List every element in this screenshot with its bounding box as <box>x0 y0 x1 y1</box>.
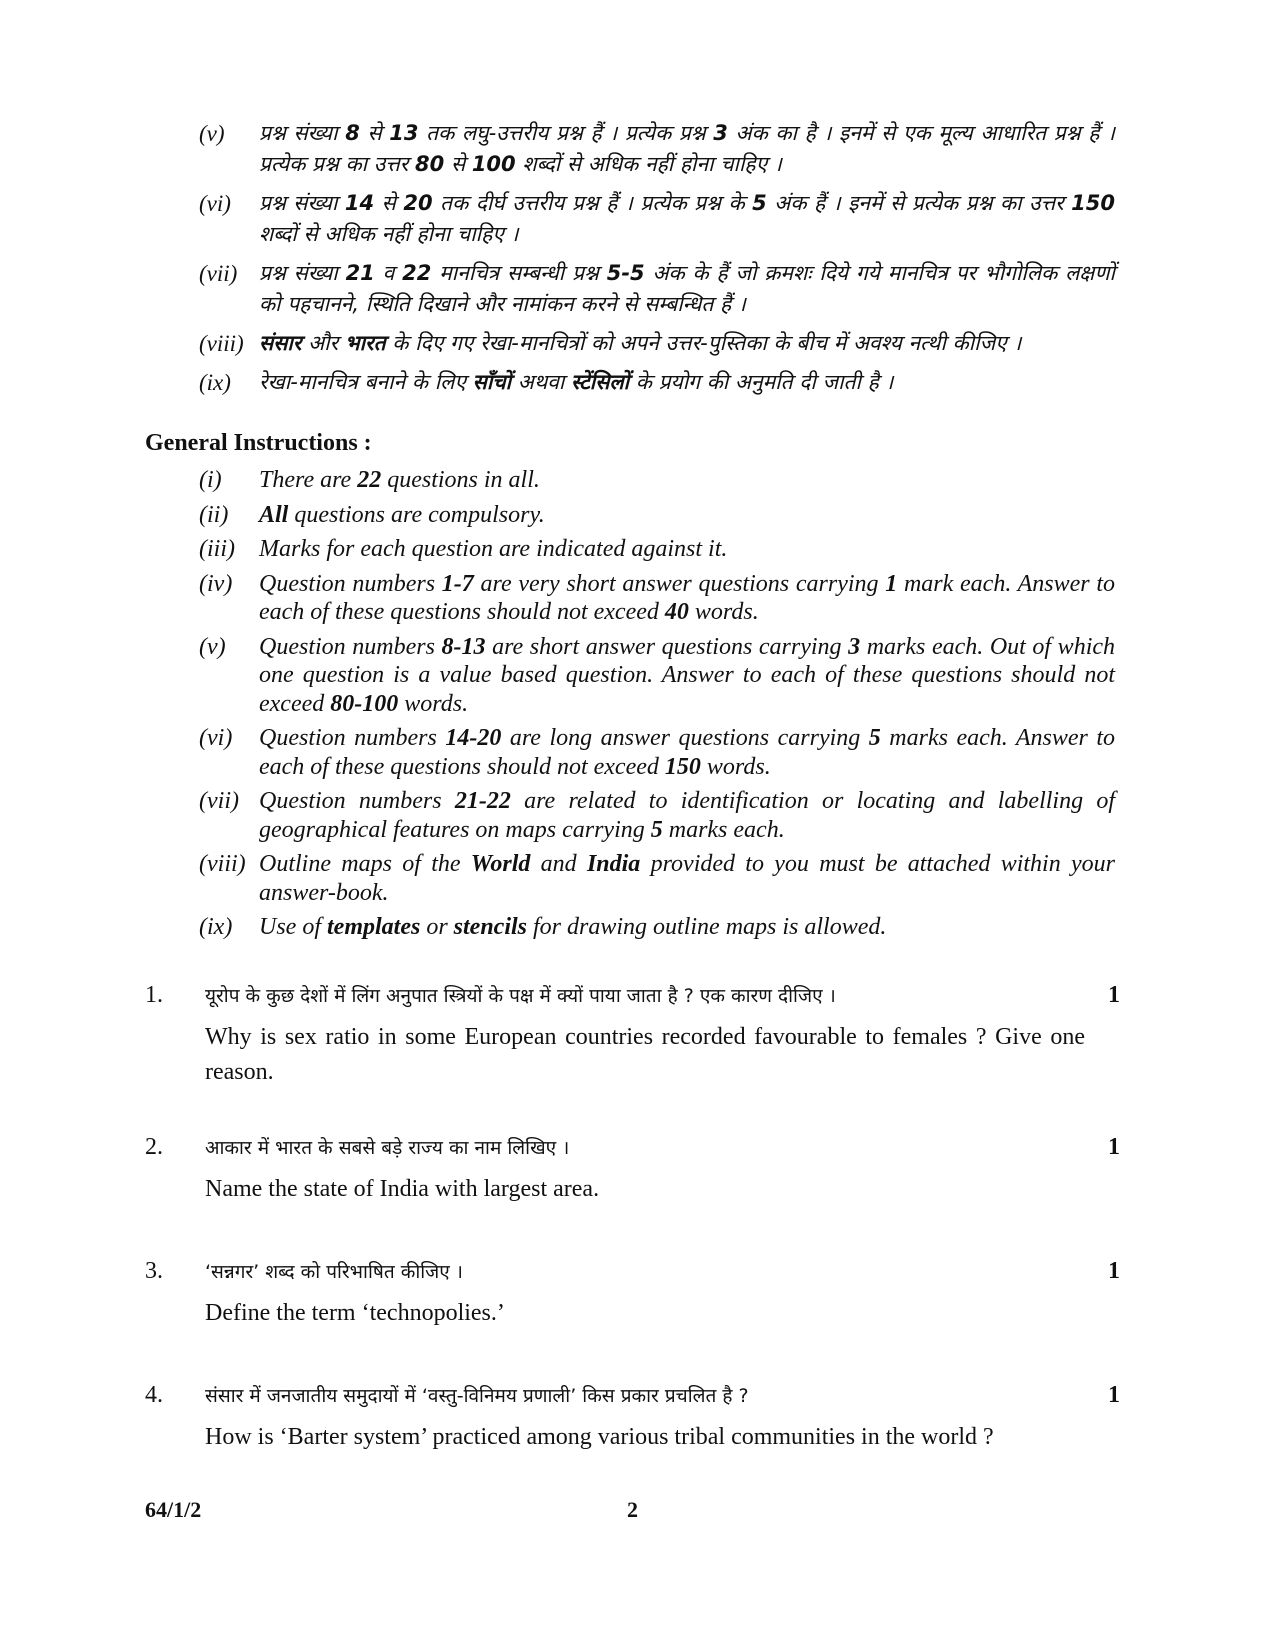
instruction-number: (viii) <box>199 851 246 877</box>
instruction-text: Outline maps of the World and India provided to you must be attached within your answer-book. <box>259 851 1115 906</box>
instruction-text: There are 22 questions in all. <box>259 467 540 493</box>
instruction-number: (v) <box>199 633 226 660</box>
instruction-text: रेखा-मानचित्र बनाने के लिए साँचों अथवा स्टेंसिलों के प्रयोग की अनुमति दी जाती है । <box>259 370 894 394</box>
general-instruction <box>199 633 1115 719</box>
question-number: 3. <box>145 1258 163 1284</box>
instruction-number: (viii) <box>199 331 244 356</box>
general-instruction <box>199 787 1115 844</box>
question-marks: 1 <box>1108 1258 1120 1284</box>
instruction-text: संसार और भारत के दिए गए रेखा-मानचित्रों को अपने उत्तर-पुस्तिका के बीच में अवश्य नत्थी कीजिए । <box>259 331 1022 355</box>
instruction-text: प्रश्न संख्या 21 व 22 मानचित्र सम्बन्धी प्रश्न 5-5 अंक के हैं जो क्रमशः दिये गये मानचित्र पर भौगोलिक लक्षणों को पहचानने, स्थिति दिखाने और नामांकन करने से सम्बन्धित हैं । <box>259 261 1115 316</box>
instruction-text: All questions are compulsory. <box>259 501 545 528</box>
hindi-instruction <box>199 258 1115 320</box>
paper-code: 64/1/2 <box>145 1497 202 1522</box>
question-marks: 1 <box>1108 982 1120 1008</box>
instruction-text: प्रश्न संख्या 8 से 13 तक लघु-उत्तरीय प्रश्न हैं । प्रत्येक प्रश्न 3 अंक का है । इनमें से एक मूल्य आधारित प्रश्न हैं । प्रत्येक प्रश्न का उत्तर 80 से 100 शब्दों से अधिक नहीं होना चाहिए । <box>259 121 1115 176</box>
question-text-hindi: आकार में भारत के सबसे बड़े राज्य का नाम लिखिए । <box>205 1137 570 1159</box>
question-text-hindi: संसार में जनजातीय समुदायों में ‘वस्तु-विनिमय प्रणाली’ किस प्रकार प्रचलित है ? <box>205 1385 749 1407</box>
instruction-number: (v) <box>199 121 225 146</box>
instruction-text: Question numbers 21-22 are related to identification or locating and labelling of geographical features on maps carrying 5 marks each. <box>259 788 1115 843</box>
instruction-text: Question numbers 1-7 are very short answer questions carrying 1 mark each. Answer to each of these questions should not exceed 40 words. <box>259 570 1116 625</box>
question-text-english: Define the term ‘technopolies.’ <box>205 1300 505 1326</box>
instruction-text: Use of templates or stencils for drawing outline maps is allowed. <box>259 914 887 940</box>
instruction-number: (iii) <box>199 536 235 562</box>
question-text-hindi: ‘सन्नगर’ शब्द को परिभाषित कीजिए । <box>205 1261 464 1283</box>
page-number: 2 <box>627 1497 638 1522</box>
question-text-english: Why is sex ratio in some European countries recorded favourable to females ? Give one reason. <box>205 1024 1085 1085</box>
question-number: 4. <box>145 1382 163 1408</box>
question-number: 2. <box>145 1134 163 1160</box>
instruction-text: प्रश्न संख्या 14 से 20 तक दीर्घ उत्तरीय प्रश्न हैं । प्रत्येक प्रश्न के 5 अंक हैं । इनमें से प्रत्येक प्रश्न का उत्तर 150 शब्दों से अधिक नहीं होना चाहिए । <box>259 191 1116 246</box>
question-marks: 1 <box>1108 1382 1120 1408</box>
general-instructions-heading: General Instructions : <box>145 430 372 456</box>
instruction-text: Question numbers 8-13 are short answer questions carrying 3 marks each. Out of which one question is a value based question. Answer to each of these questions should not exceed 80-100 words. <box>259 633 1116 717</box>
general-instructions-list <box>199 466 1115 948</box>
instruction-number: (iv) <box>199 570 233 597</box>
instruction-number: (vi) <box>199 725 233 751</box>
question-text-english: Name the state of India with largest area. <box>205 1176 600 1202</box>
general-instruction <box>199 570 1115 627</box>
hindi-instruction <box>199 367 1115 398</box>
question-text-hindi: यूरोप के कुछ देशों में लिंग अनुपात स्त्रियों के पक्ष में क्यों पाया जाता है ? एक कारण दीजिए । <box>205 985 836 1007</box>
hindi-instruction <box>199 328 1115 359</box>
question-number: 1. <box>145 982 163 1008</box>
instruction-number: (vii) <box>199 261 238 286</box>
general-instruction <box>199 466 1115 495</box>
general-instruction <box>199 850 1115 907</box>
hindi-instructions-list <box>199 118 1115 406</box>
question-text-english: How is ‘Barter system’ practiced among various tribal communities in the world ? <box>205 1424 994 1450</box>
instruction-number: (ix) <box>199 370 231 395</box>
instruction-number: (vi) <box>199 191 231 216</box>
hindi-instruction <box>199 188 1115 250</box>
general-instruction <box>199 913 1115 942</box>
hindi-instruction <box>199 118 1115 180</box>
instruction-number: (ix) <box>199 914 233 940</box>
instruction-number: (vii) <box>199 788 239 814</box>
general-instruction <box>199 724 1115 781</box>
instruction-number: (ii) <box>199 501 229 528</box>
instruction-text: Question numbers 14-20 are long answer questions carrying 5 marks each. Answer to each of these questions should not exceed 150 words. <box>259 725 1116 780</box>
general-instruction <box>199 535 1115 564</box>
instruction-text: Marks for each question are indicated against it. <box>259 536 728 562</box>
instruction-number: (i) <box>199 467 222 493</box>
question-marks: 1 <box>1108 1134 1120 1160</box>
general-instruction <box>199 501 1115 530</box>
